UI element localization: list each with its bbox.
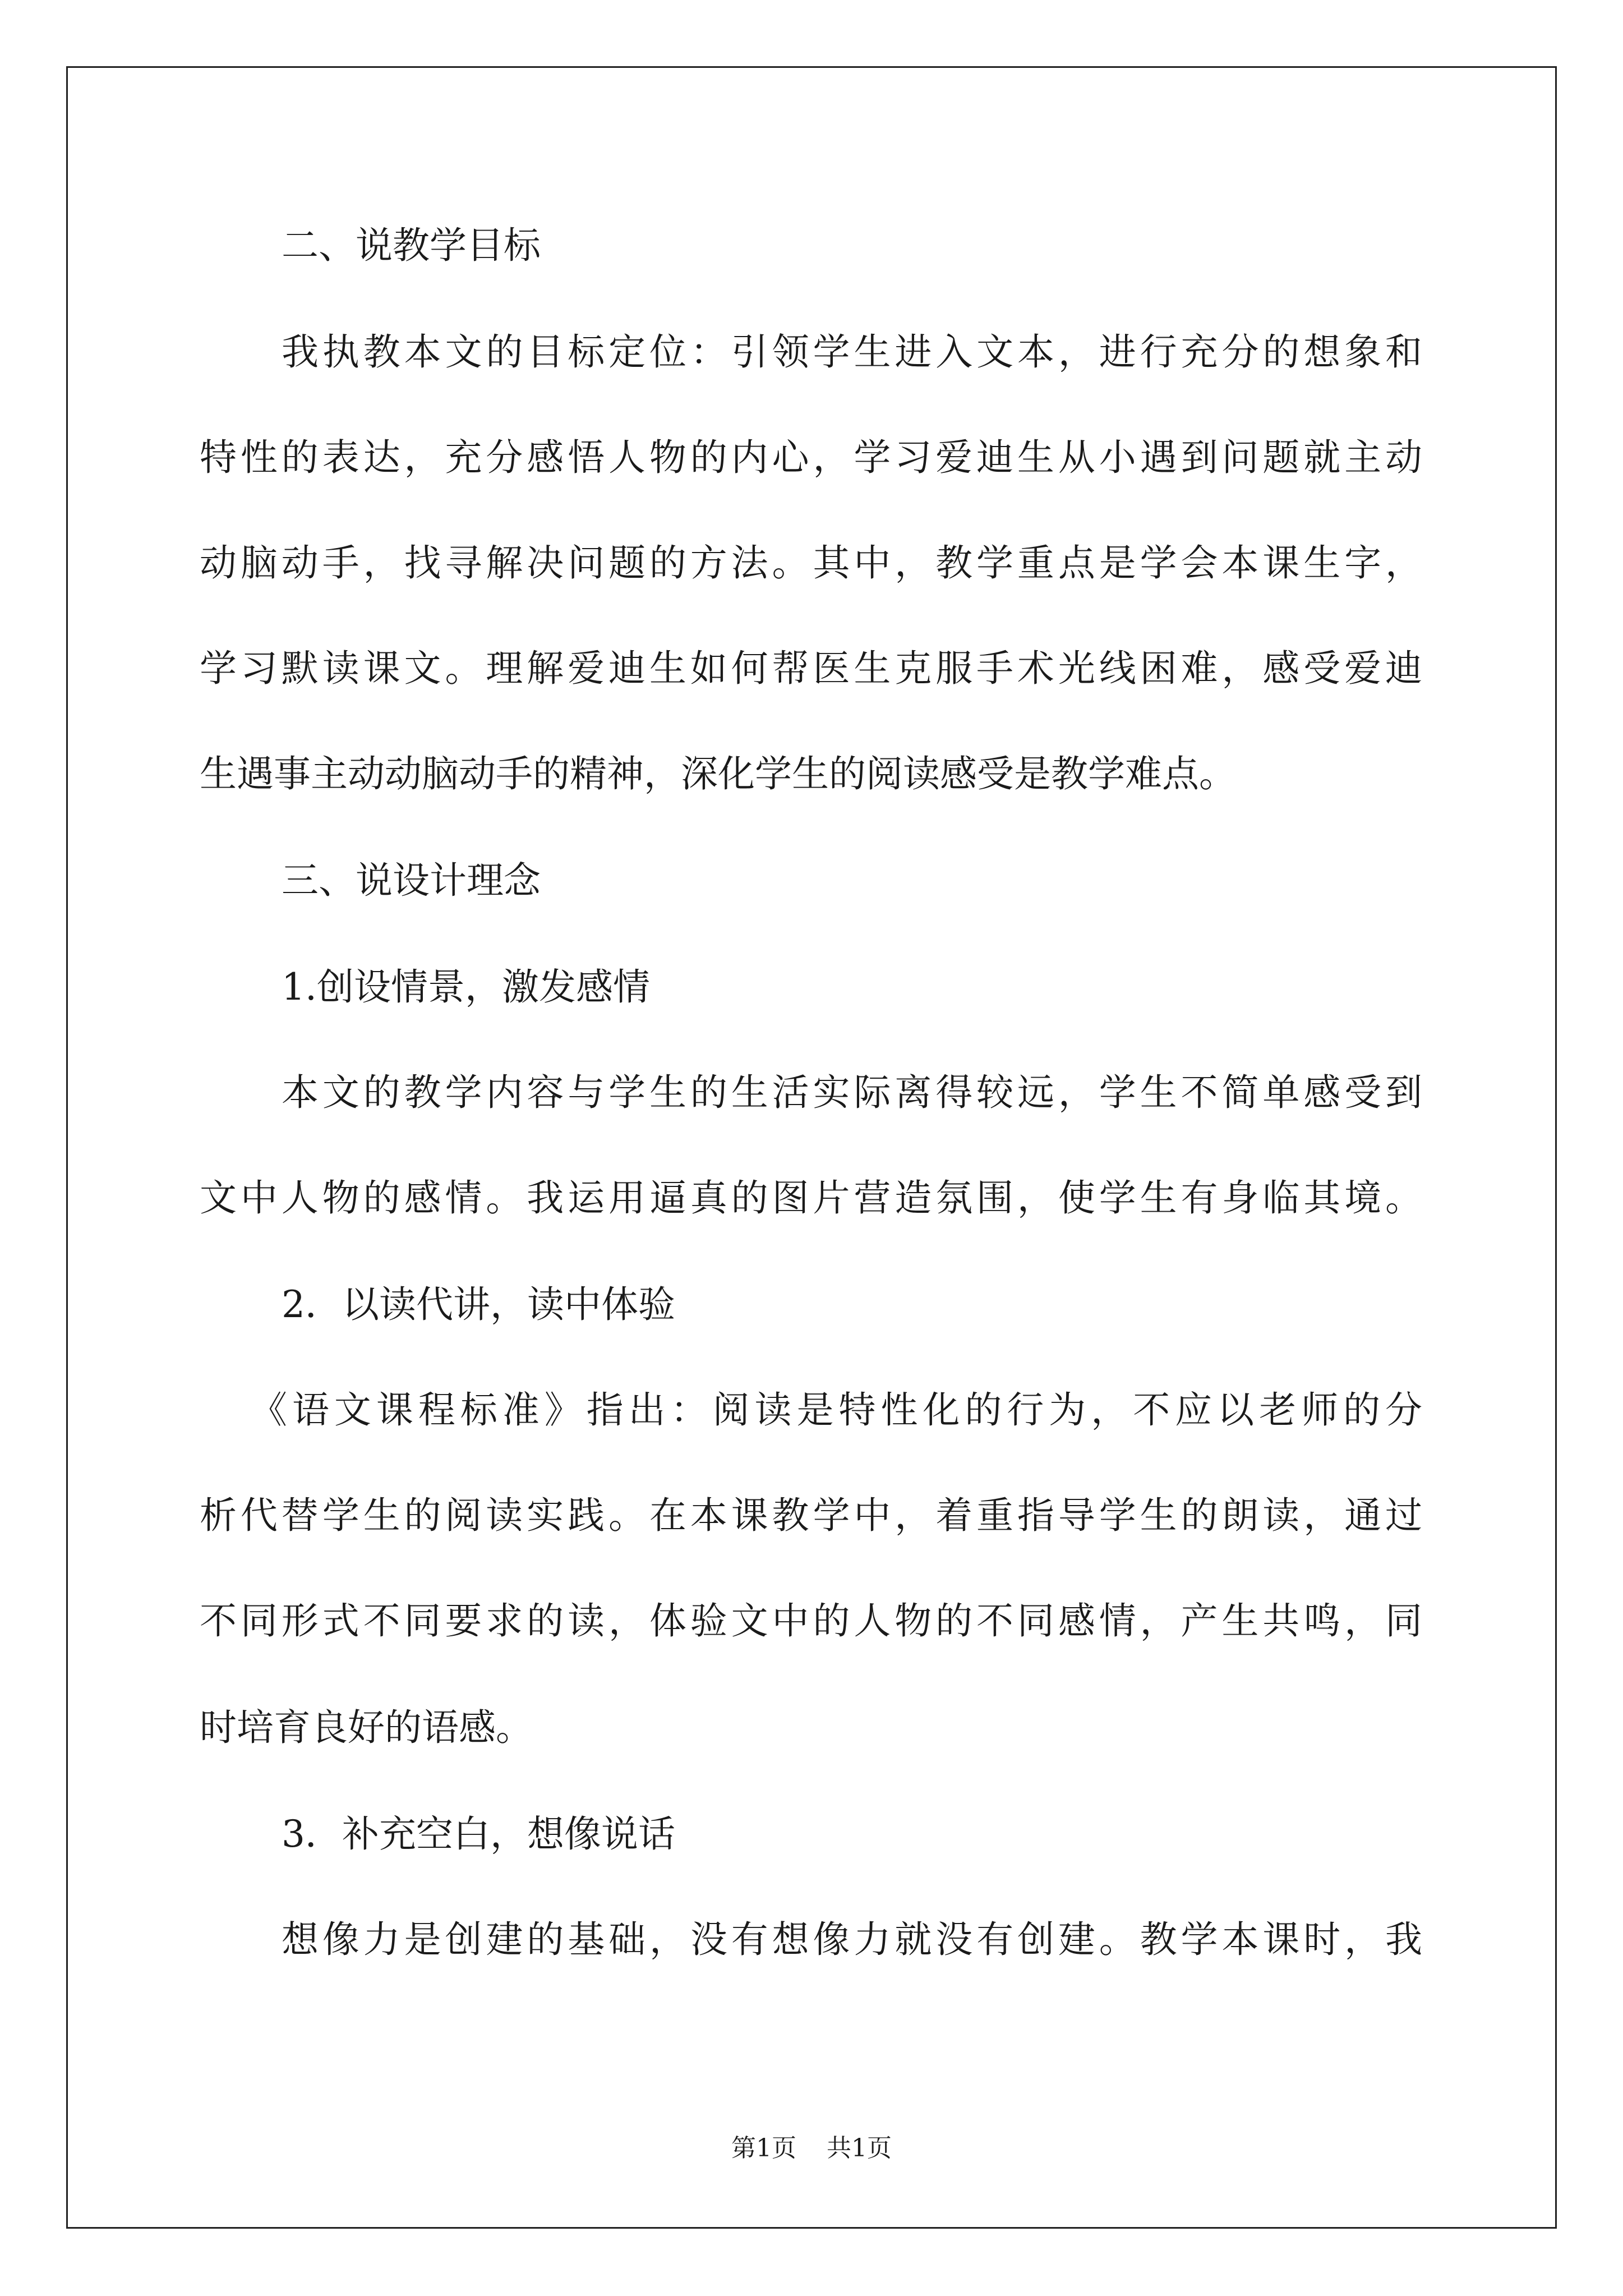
page-footer [0, 2132, 1623, 2165]
page-number-total: 共1页 [827, 2134, 892, 2162]
heading-design-concept: 三、说设计理念 [282, 859, 541, 902]
subheading-1: 1.创设情景，激发感情 [282, 965, 650, 1009]
paragraph-line: 本文的教学内容与学生的生活实际离得较远，学生不简单感受到 [282, 1071, 1422, 1114]
paragraph-line: 时培育良好的语感。 [200, 1706, 533, 1749]
subheading-2: 2．以读代讲，读中体验 [282, 1283, 675, 1326]
paragraph-line: 生遇事主动动脑动手的精神，深化学生的阅读感受是教学难点。 [200, 752, 1236, 795]
paragraph-line: 想像力是创建的基础，没有想像力就没有创建。教学本课时，我 [282, 1918, 1422, 1961]
page-number-current: 第1页 [731, 2134, 796, 2162]
page-frame [66, 66, 1557, 2229]
paragraph-line: 学习默读课文。理解爱迪生如何帮医生克服手术光线困难，感受爱迪 [200, 647, 1422, 690]
paragraph-line: 《语文课程标准》指出：阅读是特性化的行为，不应以老师的分 [250, 1388, 1422, 1432]
paragraph-line: 不同形式不同要求的读，体验文中的人物的不同感情，产生共鸣，同 [200, 1599, 1422, 1642]
paragraph-line: 动脑动手，找寻解决问题的方法。其中，教学重点是学会本课生字， [200, 541, 1422, 585]
paragraph-line: 我执教本文的目标定位：引领学生进入文本，进行充分的想象和 [282, 330, 1422, 374]
heading-teaching-goals: 二、说教学目标 [282, 224, 541, 267]
paragraph-line: 文中人物的感情。我运用逼真的图片营造氛围，使学生有身临其境。 [200, 1176, 1422, 1220]
paragraph-line: 特性的表达，充分感悟人物的内心，学习爱迪生从小遇到问题就主动 [200, 436, 1422, 479]
subheading-3: 3．补充空白，想像说话 [282, 1812, 675, 1856]
paragraph-line: 析代替学生的阅读实践。在本课教学中，着重指导学生的朗读，通过 [200, 1494, 1422, 1537]
